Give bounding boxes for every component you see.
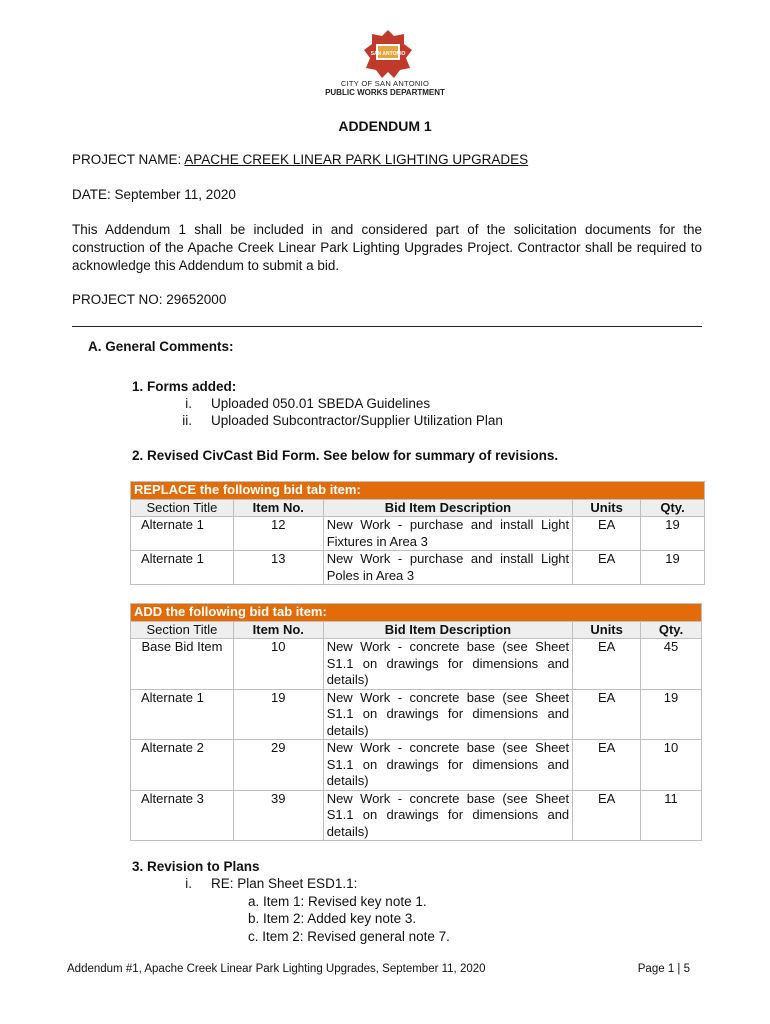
- column-header: Units: [573, 499, 641, 517]
- table-row: [131, 689, 702, 740]
- footer-text: Addendum #1, Apache Creek Linear Park Lighting Upgrades, September 11, 2020: [67, 963, 486, 975]
- item-1-sub-2-text: Uploaded Subcontractor/Supplier Utilization Plan: [211, 413, 503, 428]
- table-header-row: [131, 621, 702, 639]
- table-row: [131, 639, 702, 690]
- units-cell: EA: [573, 740, 641, 791]
- description-cell: New Work - concrete base (see Sheet S1.1 on drawings for dimensions and details): [323, 790, 572, 841]
- qty-cell: 19: [641, 517, 705, 551]
- intro-paragraph: This Addendum 1 shall be included in and considered part of the solicitation documents for the construction of the Apache Creek Linear Park Lighting Upgrades Project. Contractor shall be required to acknowledge this Addendum to submit a bid.: [72, 222, 702, 273]
- qty-cell: 19: [641, 689, 702, 740]
- project-name-line: [72, 151, 528, 169]
- table-row: [131, 517, 705, 551]
- item-3-title: 3. Revision to Plans: [132, 859, 260, 874]
- item-1-title: 1. Forms added:: [132, 379, 237, 394]
- section-cell: Alternate 1: [131, 689, 234, 740]
- item-cell: 19: [233, 689, 323, 740]
- table-header-row: [131, 499, 705, 517]
- page-number: Page 1 | 5: [637, 963, 690, 975]
- column-header: Section Title: [131, 621, 234, 639]
- item-cell: 39: [233, 790, 323, 841]
- plan-note: a. Item 1: Revised key note 1.: [248, 894, 427, 909]
- department-line-1: CITY OF SAN ANTONIO: [340, 79, 430, 88]
- units-cell: EA: [573, 689, 641, 740]
- units-cell: EA: [573, 551, 641, 585]
- column-header: Item No.: [233, 499, 323, 517]
- section-cell: Base Bid Item: [131, 639, 234, 690]
- date-line: DATE: September 11, 2020: [72, 187, 236, 202]
- item-cell: 10: [233, 639, 323, 690]
- divider-line: [72, 326, 702, 327]
- city-seal-logo: [360, 28, 416, 80]
- table-row: [131, 740, 702, 791]
- add-table-banner: ADD the following bid tab item:: [131, 604, 702, 622]
- qty-cell: 45: [641, 639, 702, 690]
- document-title: ADDENDUM 1: [338, 118, 432, 134]
- item-cell: 12: [233, 517, 323, 551]
- description-cell: New Work - purchase and install Light Poles in Area 3: [323, 551, 572, 585]
- department-line-2: PUBLIC WORKS DEPARTMENT: [325, 88, 445, 97]
- units-cell: EA: [573, 790, 641, 841]
- column-header: Bid Item Description: [323, 621, 572, 639]
- item-3-sub-num: i.: [185, 876, 192, 891]
- item-3-sub-text: RE: Plan Sheet ESD1.1:: [211, 876, 358, 891]
- units-cell: EA: [573, 517, 641, 551]
- description-cell: New Work - concrete base (see Sheet S1.1 on drawings for dimensions and details): [323, 689, 572, 740]
- column-header: Section Title: [131, 499, 234, 517]
- item-1-sub-2-num: ii.: [182, 413, 192, 428]
- item-1-sub-1-text: Uploaded 050.01 SBEDA Guidelines: [211, 396, 431, 411]
- item-1-sub-1-num: i.: [185, 396, 192, 411]
- section-a-heading: A. General Comments:: [88, 339, 234, 354]
- units-cell: EA: [573, 639, 641, 690]
- column-header: Item No.: [233, 621, 323, 639]
- description-cell: New Work - concrete base (see Sheet S1.1 on drawings for dimensions and details): [323, 639, 572, 690]
- section-cell: Alternate 1: [131, 517, 234, 551]
- column-header: Units: [573, 621, 641, 639]
- qty-cell: 11: [641, 790, 702, 841]
- section-cell: Alternate 2: [131, 740, 234, 791]
- item-2-title: 2. Revised CivCast Bid Form. See below for summary of revisions.: [132, 448, 559, 463]
- column-header: Qty.: [641, 621, 702, 639]
- plan-note: c. Item 2: Revised general note 7.: [248, 929, 450, 944]
- column-header: Qty.: [641, 499, 705, 517]
- qty-cell: 19: [641, 551, 705, 585]
- replace-bid-table: [130, 481, 705, 585]
- table-row: [131, 551, 705, 585]
- column-header: Bid Item Description: [323, 499, 572, 517]
- project-name-label: PROJECT NAME:: [72, 152, 185, 167]
- description-cell: New Work - purchase and install Light Fixtures in Area 3: [323, 517, 572, 551]
- section-cell: Alternate 3: [131, 790, 234, 841]
- section-cell: Alternate 1: [131, 551, 234, 585]
- table-row: [131, 790, 702, 841]
- item-cell: 29: [233, 740, 323, 791]
- item-cell: 13: [233, 551, 323, 585]
- project-number: PROJECT NO: 29652000: [72, 292, 227, 307]
- svg-text:SAN ANTONIO: SAN ANTONIO: [370, 51, 406, 57]
- qty-cell: 10: [641, 740, 702, 791]
- project-name-value: APACHE CREEK LINEAR PARK LIGHTING UPGRADES: [184, 152, 529, 167]
- replace-table-banner: REPLACE the following bid tab item:: [131, 482, 705, 500]
- plan-note: b. Item 2: Added key note 3.: [248, 911, 417, 926]
- description-cell: New Work - concrete base (see Sheet S1.1 on drawings for dimensions and details): [323, 740, 572, 791]
- add-bid-table: [130, 603, 702, 841]
